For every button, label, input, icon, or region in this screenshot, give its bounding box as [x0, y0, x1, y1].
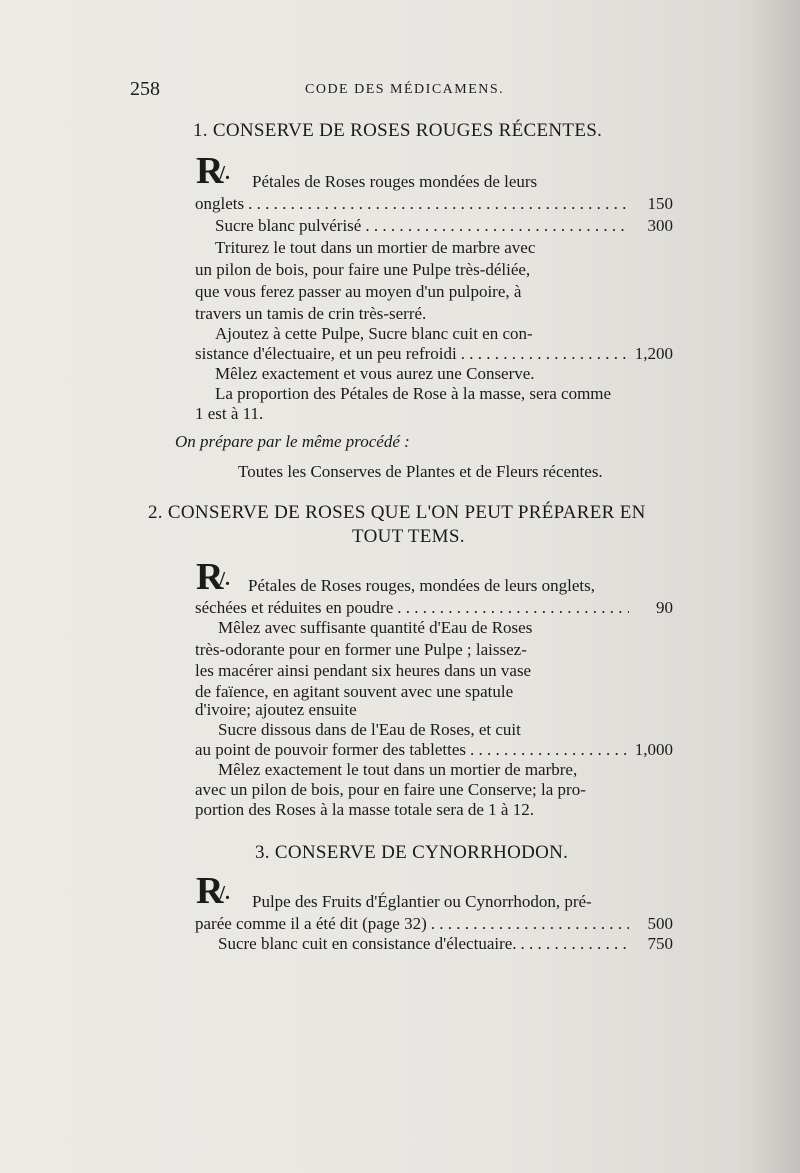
recipe-symbol-2: R/. [196, 556, 231, 598]
s1-line-4: Triturez le tout dans un mortier de marbre avec [215, 238, 536, 257]
s3-line-3: Sucre blanc cuit en consistance d'électuaire. . . . 750 [218, 934, 673, 954]
s2-line-3: Mêlez avec suffisante quantité d'Eau de Roses [218, 618, 533, 637]
s1-line-3: Sucre blanc pulvérisé . . . 300 [215, 216, 673, 236]
s1-line-11: La proportion des Pétales de Rose à la masse, sera comme [215, 384, 612, 403]
s1-line-5: un pilon de bois, pour faire une Pulpe très-déliée, [195, 260, 531, 279]
s1-line-2: onglets . . . 150 [195, 194, 673, 214]
s3-line-2: parée comme il a été dit (page 32) . . . 500 [195, 914, 673, 934]
s2-line-9: au point de pouvoir former des tablettes . . . 1,000 [195, 740, 673, 760]
s1-line-7: travers un tamis de crin très-serré. [195, 304, 427, 323]
s2-line-10: Mêlez exactement le tout dans un mortier de marbre, [218, 760, 578, 779]
recipe-symbol-3: R/. [196, 870, 231, 912]
s1-line-9: sistance d'électuaire, et un peu refroidi . . . 1,200 [195, 344, 673, 364]
s1-line-14: Toutes les Conserves de Plantes et de Fleurs récentes. [238, 462, 603, 481]
s2-line-7: d'ivoire; ajoutez ensuite [195, 700, 357, 719]
s2-line-2: séchées et réduites en poudre . . . 90 [195, 598, 673, 618]
s1-line-10: Mêlez exactement et vous aurez une Conserve. [215, 364, 535, 383]
s2-line-6: de faïence, en agitant souvent avec une spatule [195, 682, 514, 701]
s1-line-1: Pétales de Roses rouges mondées de leurs [252, 172, 538, 191]
s1-line-6: que vous ferez passer au moyen d'un pulpoire, à [195, 282, 522, 301]
s2-line-1: Pétales de Roses rouges, mondées de leurs onglets, [248, 576, 596, 595]
s2-line-11: avec un pilon de bois, pour en faire une Conserve; la pro- [195, 780, 586, 799]
section-3-title: 3. CONSERVE DE CYNORRHODON. [255, 842, 569, 863]
page-header [130, 78, 690, 102]
section-1-title: 1. CONSERVE DE ROSES ROUGES RÉCENTES. [193, 120, 603, 141]
s2-line-5: les macérer ainsi pendant six heures dans un vase [195, 661, 532, 680]
running-title: CODE DES MÉDICAMENS. [305, 82, 505, 97]
recipe-symbol-1: R/. [196, 150, 231, 192]
section-2-title-line-1: 2. CONSERVE DE ROSES QUE L'ON PEUT PRÉPARER EN [148, 502, 646, 523]
s2-line-12: portion des Roses à la masse totale sera de 1 à 12. [195, 800, 534, 819]
page-number: 258 [130, 78, 160, 100]
s1-line-8: Ajoutez à cette Pulpe, Sucre blanc cuit en con- [215, 324, 533, 343]
s2-line-4: très-odorante pour en former une Pulpe ; laissez- [195, 640, 527, 659]
page-edge-shadow [750, 0, 800, 1173]
s3-line-1: Pulpe des Fruits d'Églantier ou Cynorrhodon, pré- [252, 892, 592, 911]
s2-line-8: Sucre dissous dans de l'Eau de Roses, et cuit [218, 720, 521, 739]
s1-line-13: On prépare par le même procédé : [175, 432, 410, 451]
s1-line-12: 1 est à 11. [195, 404, 264, 423]
section-2-title-line-2: TOUT TEMS. [352, 526, 465, 547]
